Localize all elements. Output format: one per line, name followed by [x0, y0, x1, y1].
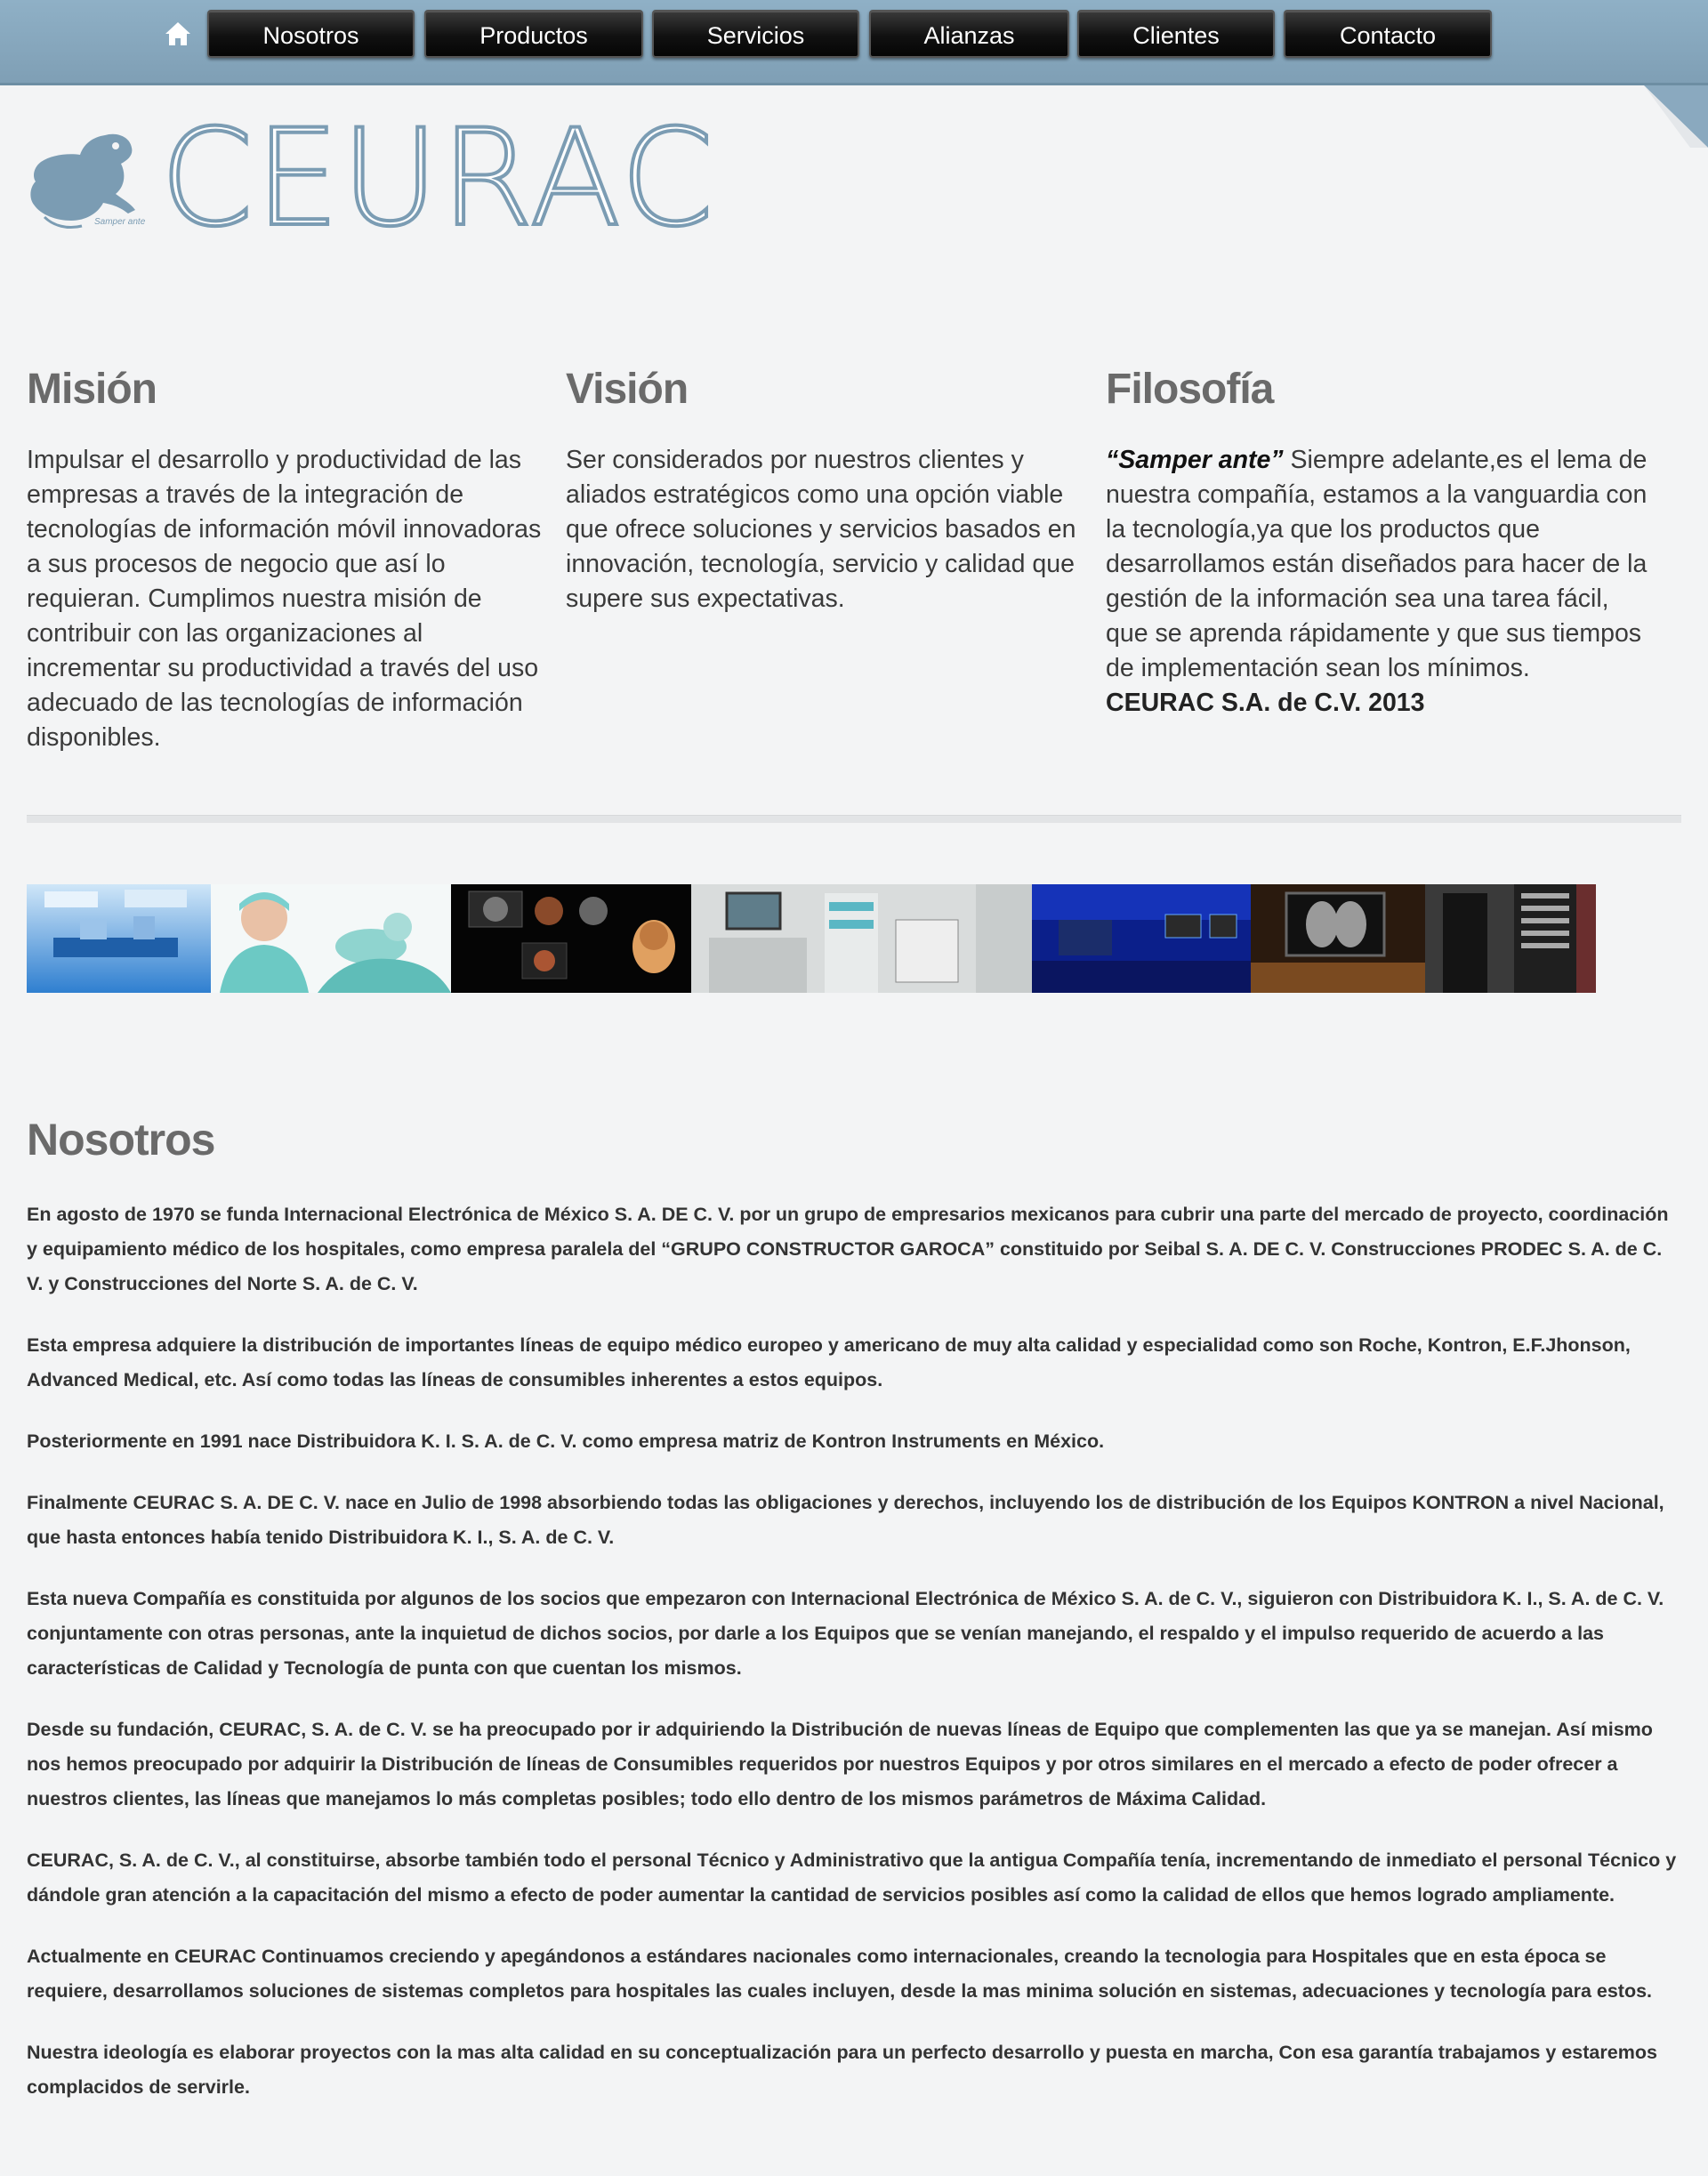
- vision-title: Visión: [566, 366, 689, 413]
- mision-title: Misión: [27, 366, 157, 413]
- filosofia-motto: “Samper ante”: [1106, 446, 1284, 474]
- nav-clientes[interactable]: Clientes: [1077, 10, 1275, 58]
- vision-text: Ser considerados por nuestros clientes y aliados estratégicos como una opción viable que ofrece soluciones y servicios basados en innovación, tecnología, servicio y calidad que supere sus expectativas.: [566, 446, 1076, 613]
- section-divider: [27, 815, 1681, 823]
- nosotros-paragraph: CEURAC, S. A. de C. V., al constituirse, absorbe también todo el personal Técnico y Administrativo que la antigua Compañía tenía, incrementando de inmediato el personal Técnico y dándole gran atención a la capacitación del mismo a efecto de poder aumentar la cantidad de servicios posibles así como la calidad de ellos que hemos logrado ampliamente.: [27, 1850, 1677, 1906]
- filosofia-title: Filosofía: [1106, 366, 1274, 413]
- nosotros-paragraph: Posteriormente en 1991 nace Distribuidora K. I. S. A. de C. V. como empresa matriz de Kontron Instruments en México.: [27, 1431, 1105, 1452]
- medical-staff-photo: [211, 884, 451, 993]
- nosotros-paragraph: Actualmente en CEURAC Continuamos creciendo y apegándonos a estándares nacionales como internacionales, creando la tecnologia para Hospitales que en esta época se requiere, desarrollamos soluciones de sistemas completos para hospitales las cuales incluyen, desde la mas minima solución en sistemas, adecuaciones y tecnología para estos.: [27, 1946, 1653, 2002]
- medical-equipment-photo: [691, 884, 1032, 993]
- nosotros-paragraph: Finalmente CEURAC S. A. DE C. V. nace en Julio de 1998 absorbiendo todas las obligaciones y derechos, incluyendo los de distribución de los Equipos KONTRON a nivel Nacional, que hasta entonces había tenido Distribuidora K. I., S. A. de C. V.: [27, 1492, 1664, 1548]
- nav-productos[interactable]: Productos: [424, 10, 643, 58]
- nav-alianzas[interactable]: Alianzas: [869, 10, 1069, 58]
- vision-section: [566, 365, 1077, 617]
- operating-room-photo: [27, 884, 211, 993]
- nosotros-paragraph: Nuestra ideología es elaborar proyectos con la mas alta calidad en su conceptualización para un perfecto desarrollo y puesta en marcha, Con esa garantía trabajamos y estaremos complacidos de servirle.: [27, 2042, 1657, 2098]
- mision-section: [27, 365, 552, 755]
- server-rack-photo: [1425, 884, 1596, 993]
- nosotros-paragraph: Desde su fundación, CEURAC, S. A. de C. V. se ha preocupado por ir adquiriendo la Distribución de nuevas líneas de Equipo que complementen las que ya se manejan. Así mismo nos hemos preocupado por adquirir la Distribución de líneas de Consumibles requeridos por nuestros Equipos y por otros similares en el mercado a efecto de poder ofrecer a nuestros clientes, las líneas que manejamos lo más completas posibles; todo ello dentro de los mismos parámetros de Máxima Calidad.: [27, 1719, 1653, 1809]
- filosofia-text: [1106, 443, 1648, 721]
- nosotros-paragraph: Esta nueva Compañía es constituida por algunos de los socios que empezaron con Internacional Electrónica de México S. A. de C. V., siguieron con Distribuidora K. I., S. A. de C. V. conjuntamente con otras personas, ante la inquietud de dichos socios, por darle a los Equipos que se venían manejando, el respaldo y el impulso requerido de acuerdo a las características de Calidad y Tecnología de punta con que cuentan los mismos.: [27, 1588, 1664, 1679]
- nav-contacto[interactable]: Contacto: [1284, 10, 1492, 58]
- xray-viewer-photo: [1251, 884, 1425, 993]
- ceurac-logo[interactable]: [27, 101, 738, 256]
- nav-nosotros[interactable]: Nosotros: [207, 10, 415, 58]
- page-corner-fold: [1644, 85, 1708, 148]
- medical-scans-photo: [451, 884, 691, 993]
- filosofia-section: [1106, 365, 1648, 721]
- filosofia-signature: CEURAC S.A. de C.V. 2013: [1106, 689, 1425, 717]
- nosotros-paragraph: En agosto de 1970 se funda Internacional Electrónica de México S. A. DE C. V. por un grupo de empresarios mexicanos para cubrir una parte del mercado de proyecto, coordinación y equipamiento médico de los hospitales, como empresa paralela del “GRUPO CONSTRUCTOR GAROCA” constituido por Seibal S. A. DE C. V. Construcciones PRODEC S. A. de C. V. y Construcciones del Norte S. A. de C. V.: [27, 1204, 1669, 1294]
- top-navbar: [0, 0, 1708, 85]
- photo-strip: [27, 884, 1596, 993]
- logo-wordmark: CEURAC: [160, 101, 716, 256]
- nosotros-content: [27, 1197, 1683, 2132]
- nav-servicios[interactable]: Servicios: [652, 10, 859, 58]
- logo-tagline: Samper ante: [94, 217, 146, 227]
- control-room-photo: [1032, 884, 1251, 993]
- mision-text: Impulsar el desarrollo y productividad de las empresas a través de la integración de tecnologías de información móvil innovadoras a sus procesos de negocio que así lo requieran. Cumplimos nuestra misión de contribuir con las organizaciones al incrementar su productividad a través del uso adecuado de las tecnologías de información disponibles.: [27, 446, 542, 752]
- nosotros-paragraph: Esta empresa adquiere la distribución de importantes líneas de equipo médico europeo y americano de muy alta calidad y especialidad como son Roche, Kontron, E.F.Jhonson, Advanced Medical, etc. Así como todas las líneas de consumibles inherentes a estos equipos.: [27, 1334, 1631, 1390]
- filosofia-body: Siempre adelante,es el lema de nuestra compañía, estamos a la vanguardia con la tecnología,ya que los productos que desarrollamos están diseñados para hacer de la gestión de la información sea una tarea fácil, que se aprenda rápidamente y que sus tiempos de implementación sean los mínimos.: [1106, 446, 1648, 682]
- home-icon[interactable]: [163, 20, 193, 48]
- nosotros-title: Nosotros: [27, 1115, 215, 1165]
